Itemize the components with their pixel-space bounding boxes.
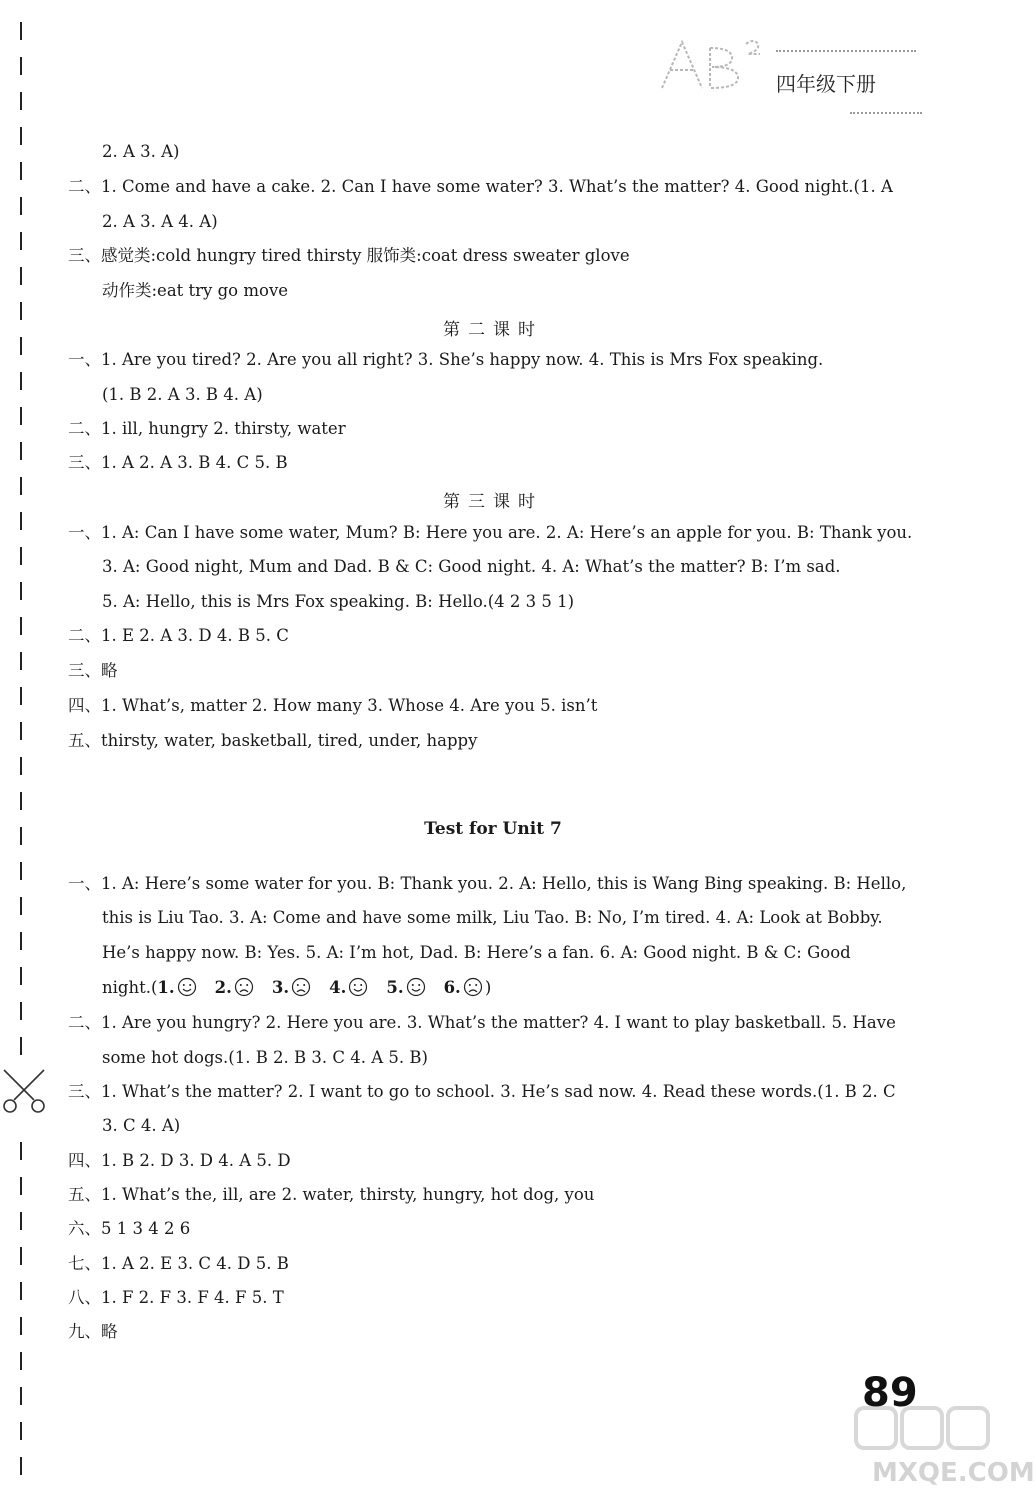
cut-line: [18, 0, 26, 1492]
cut-line-dash: [20, 827, 22, 845]
face-number: 5.: [386, 978, 404, 997]
cut-line-dash: [20, 862, 22, 880]
answer-line: 2. A 3. A): [102, 142, 180, 161]
cut-line-dash: [20, 1457, 22, 1475]
cut-line-dash: [20, 617, 22, 635]
grade-label: 四年级下册: [776, 72, 876, 96]
cut-line-dash: [20, 162, 22, 180]
cut-line-dash: [20, 1212, 22, 1230]
cut-line-dash: [20, 127, 22, 145]
cut-line-dash: [20, 1282, 22, 1300]
face-number: 4.: [329, 978, 347, 997]
face-number: 1.: [157, 978, 175, 997]
cut-line-dash: [20, 442, 22, 460]
cut-line-dash: [20, 1002, 22, 1020]
smiley-face-icon: [348, 977, 368, 997]
answer-line: 一、1. A: Here’s some water for you. B: Thank you. 2. A: Hello, this is Wang Bing speaking. B: Hello,: [68, 874, 907, 893]
answer-line: 七、1. A 2. E 3. C 4. D 5. B: [68, 1254, 289, 1273]
face-number: 3.: [271, 978, 290, 997]
cut-line-dash: [20, 932, 22, 950]
cut-line-dash: [20, 1352, 22, 1370]
watermark: [850, 1400, 1035, 1492]
cut-line-dash: [20, 1387, 22, 1405]
page-number: 89: [862, 1370, 918, 1416]
faces-suffix: ): [484, 978, 492, 997]
answer-line: 三、1. What’s the matter? 2. I want to go to school. 3. He’s sad now. 4. Read these words.(1. B 2. C: [68, 1082, 896, 1101]
cut-line-dash: [20, 1177, 22, 1195]
section-heading: 第三课时: [443, 492, 543, 512]
cut-line-dash: [20, 407, 22, 425]
answer-line: 四、1. B 2. D 3. D 4. A 5. D: [68, 1151, 291, 1170]
cut-line-dash: [20, 232, 22, 250]
header-brand: [648, 34, 928, 94]
sad-face-icon: [291, 977, 311, 997]
face-number: 2.: [214, 978, 232, 997]
answer-line: some hot dogs.(1. B 2. B 3. C 4. A 5. B): [102, 1048, 428, 1067]
header-rule: [776, 50, 916, 52]
answer-line: 四、1. What’s, matter 2. How many 3. Whose 4. Are you 5. isn’t: [68, 696, 598, 715]
cut-line-dash: [20, 197, 22, 215]
cut-line-dash: [20, 372, 22, 390]
cut-line-dash: [20, 477, 22, 495]
answer-line: 一、1. A: Can I have some water, Mum? B: Here you are. 2. A: Here’s an apple for you. B: Thank you.: [68, 523, 913, 542]
cut-line-dash: [20, 757, 22, 775]
faces-answer-line: [102, 977, 918, 999]
answer-line: 六、5 1 3 4 2 6: [68, 1219, 191, 1238]
answer-line: 二、1. Come and have a cake. 2. Can I have some water? 3. What’s the matter? 4. Good night.(1. A: [68, 177, 893, 196]
cut-line-dash: [20, 337, 22, 355]
scissors-icon: [0, 1066, 50, 1116]
cut-line-dash: [20, 22, 22, 40]
answer-line: 2. A 3. A 4. A): [102, 212, 218, 231]
sad-face-icon: [234, 977, 254, 997]
answer-line: 三、1. A 2. A 3. B 4. C 5. B: [68, 453, 288, 472]
cut-line-dash: [20, 687, 22, 705]
cut-line-dash: [20, 57, 22, 75]
answer-line: 一、1. Are you tired? 2. Are you all right? 3. She’s happy now. 4. This is Mrs Fox speaking.: [68, 350, 824, 369]
cut-line-dash: [20, 792, 22, 810]
cut-line-dash: [20, 1422, 22, 1440]
answer-line: this is Liu Tao. 3. A: Come and have some milk, Liu Tao. B: No, I’m tired. 4. A: Look at Bobby.: [102, 908, 883, 927]
watermark-text: MXQE.COM: [872, 1458, 1035, 1488]
answer-line: 动作类:eat try go move: [102, 281, 289, 300]
answer-line: 八、1. F 2. F 3. F 4. F 5. T: [68, 1288, 284, 1307]
cut-line-dash: [20, 967, 22, 985]
answer-line: 三、略: [68, 661, 118, 680]
cut-line-dash: [20, 512, 22, 530]
cut-line-dash: [20, 267, 22, 285]
cut-line-dash: [20, 1247, 22, 1265]
answer-line: 二、1. ill, hungry 2. thirsty, water: [68, 419, 346, 438]
test-title: Test for Unit 7: [424, 819, 562, 839]
smiley-face-icon: [177, 977, 197, 997]
answer-line: 5. A: Hello, this is Mrs Fox speaking. B: Hello.(4 2 3 5 1): [102, 592, 575, 611]
cut-line-dash: [20, 582, 22, 600]
cut-line-dash: [20, 302, 22, 320]
cut-line-dash: [20, 1317, 22, 1335]
answer-line: 五、thirsty, water, basketball, tired, under, happy: [68, 731, 478, 750]
answer-line: 二、1. E 2. A 3. D 4. B 5. C: [68, 626, 289, 645]
header-rule-lower: [850, 112, 922, 114]
cut-line-dash: [20, 722, 22, 740]
cut-line-dash: [20, 1142, 22, 1160]
answer-line: 3. A: Good night, Mum and Dad. B & C: Good night. 4. A: What’s the matter? B: I’m sad.: [102, 557, 841, 576]
answer-line: 3. C 4. A): [102, 1116, 181, 1135]
smiley-face-icon: [406, 977, 426, 997]
cut-line-dash: [20, 547, 22, 565]
sad-face-icon: [463, 977, 483, 997]
cut-line-dash: [20, 1037, 22, 1055]
answer-line: 九、略: [68, 1322, 118, 1341]
face-number: 6.: [443, 978, 461, 997]
answer-line: 五、1. What’s the, ill, are 2. water, thirsty, hungry, hot dog, you: [68, 1185, 595, 1204]
answer-line: 三、感觉类:cold hungry tired thirsty 服饰类:coat dress sweater glove: [68, 246, 630, 265]
cut-line-dash: [20, 652, 22, 670]
answer-line: He’s happy now. B: Yes. 5. A: I’m hot, Dad. B: Here’s a fan. 6. A: Good night. B & C: Good: [102, 943, 851, 962]
faces-prefix: night.(: [102, 978, 158, 997]
watermark-logo-icon: [850, 1400, 1000, 1460]
answer-line: 二、1. Are you hungry? 2. Here you are. 3. What’s the matter? 4. I want to play basketball. 5. Have: [68, 1013, 896, 1032]
answer-line: (1. B 2. A 3. B 4. A): [102, 385, 263, 404]
section-heading: 第二课时: [443, 320, 543, 340]
cut-line-dash: [20, 897, 22, 915]
brand-logo-icon: [648, 34, 768, 94]
cut-line-dash: [20, 92, 22, 110]
